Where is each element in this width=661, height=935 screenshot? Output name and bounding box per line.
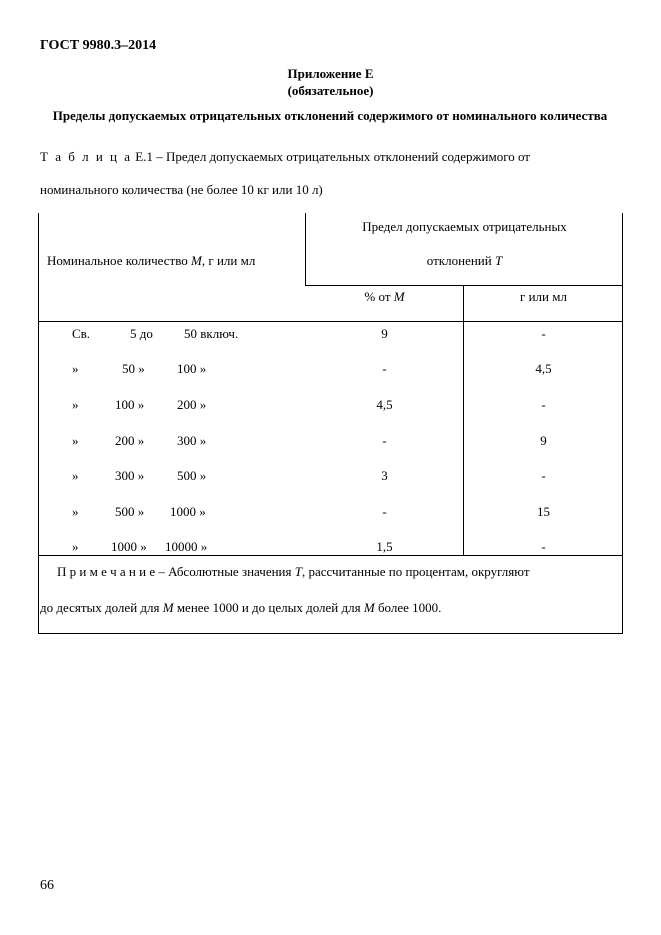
page-number: 66 [40,878,54,893]
row-percent: 1,5 [376,539,393,554]
subheader-percent [306,289,463,305]
note-top-line [39,555,623,556]
note-text: до десятых долей для [40,600,163,615]
note-symbol: T [294,564,302,579]
group-header-bottom-line [305,285,623,286]
row-percent: 3 [381,468,388,483]
table-note-line-2 [40,600,441,616]
row-to: 100 » [177,361,207,376]
row-grams: 4,5 [535,361,552,376]
row-prefix: » [72,361,79,376]
row-from: 5 до [130,326,153,341]
subheader-percent-text: % от [364,289,394,304]
note-text: , рассчитанные по процентам, округляют [301,564,530,579]
row-to: 10000 » [165,539,208,554]
table-caption-number: Е.1 [135,149,153,164]
note-symbol: M [162,600,174,615]
row-grams: 9 [540,433,547,448]
row-prefix: » [72,539,79,554]
note-symbol: M [363,600,375,615]
table-caption-line-2: номинального количества (не более 10 кг или 10 л) [40,182,323,197]
table-caption-line-1 [40,149,630,165]
note-text: менее 1000 и до целых долей для [173,600,364,615]
row-grams: - [541,468,546,483]
row-from: 1000 » [111,539,147,554]
table-caption-label: Т а б л и ц а [40,149,132,164]
note-text: более 1000. [374,600,442,615]
row-grams: 15 [537,504,550,519]
row-from: 50 » [122,361,145,376]
section-title: Пределы допускаемых отрицательных отклонений содержимого от номинального количества [52,108,608,123]
row-to: 1000 » [170,504,206,519]
row-percent: - [382,504,387,519]
tolerance-table [38,213,623,634]
row-percent: 4,5 [376,397,393,412]
group-header-text: отклонений [426,253,495,268]
row-prefix: » [72,468,79,483]
row-prefix: » [72,504,79,519]
appendix-title: Приложение Е [287,66,374,81]
col1-header-text: Номинальное количество [47,253,192,268]
row-from: 300 » [115,468,145,483]
col1-header-unit: , г или мл [201,253,256,268]
row-grams: - [541,539,546,554]
row-to: 500 » [177,468,207,483]
row-from: 100 » [115,397,145,412]
table-caption-text: – Предел допускаемых отрицательных отклонений содержимого от [156,149,530,164]
subheader-percent-symbol: M [393,289,405,304]
row-percent: - [382,433,387,448]
row-percent: 9 [381,326,388,341]
row-prefix: » [72,433,79,448]
row-percent: - [382,361,387,376]
row-grams: - [541,326,546,341]
group-header-line-2 [306,253,623,269]
row-from: 200 » [115,433,145,448]
row-from: 500 » [115,504,145,519]
table-note-label: П р и м е ч а н и е [57,564,156,579]
appendix-status: (обязательное) [287,83,374,98]
col1-header-symbol: M [191,253,202,268]
subheader-grams: г или мл [520,289,567,304]
group-header-line-1: Предел допускаемых отрицательных [362,219,567,234]
document-code: ГОСТ 9980.3–2014 [40,38,157,53]
group-header-symbol: T [494,253,503,268]
row-prefix: » [72,397,79,412]
row-to: 300 » [177,433,207,448]
table-note-line-1 [57,564,530,580]
row-prefix: Св. [72,326,91,341]
row-grams: - [541,397,546,412]
note-text: – Абсолютные значения [155,564,295,579]
row-to: 200 » [177,397,207,412]
header-bottom-line [39,321,623,322]
col1-header [47,253,255,269]
row-to: 50 включ. [184,326,239,341]
